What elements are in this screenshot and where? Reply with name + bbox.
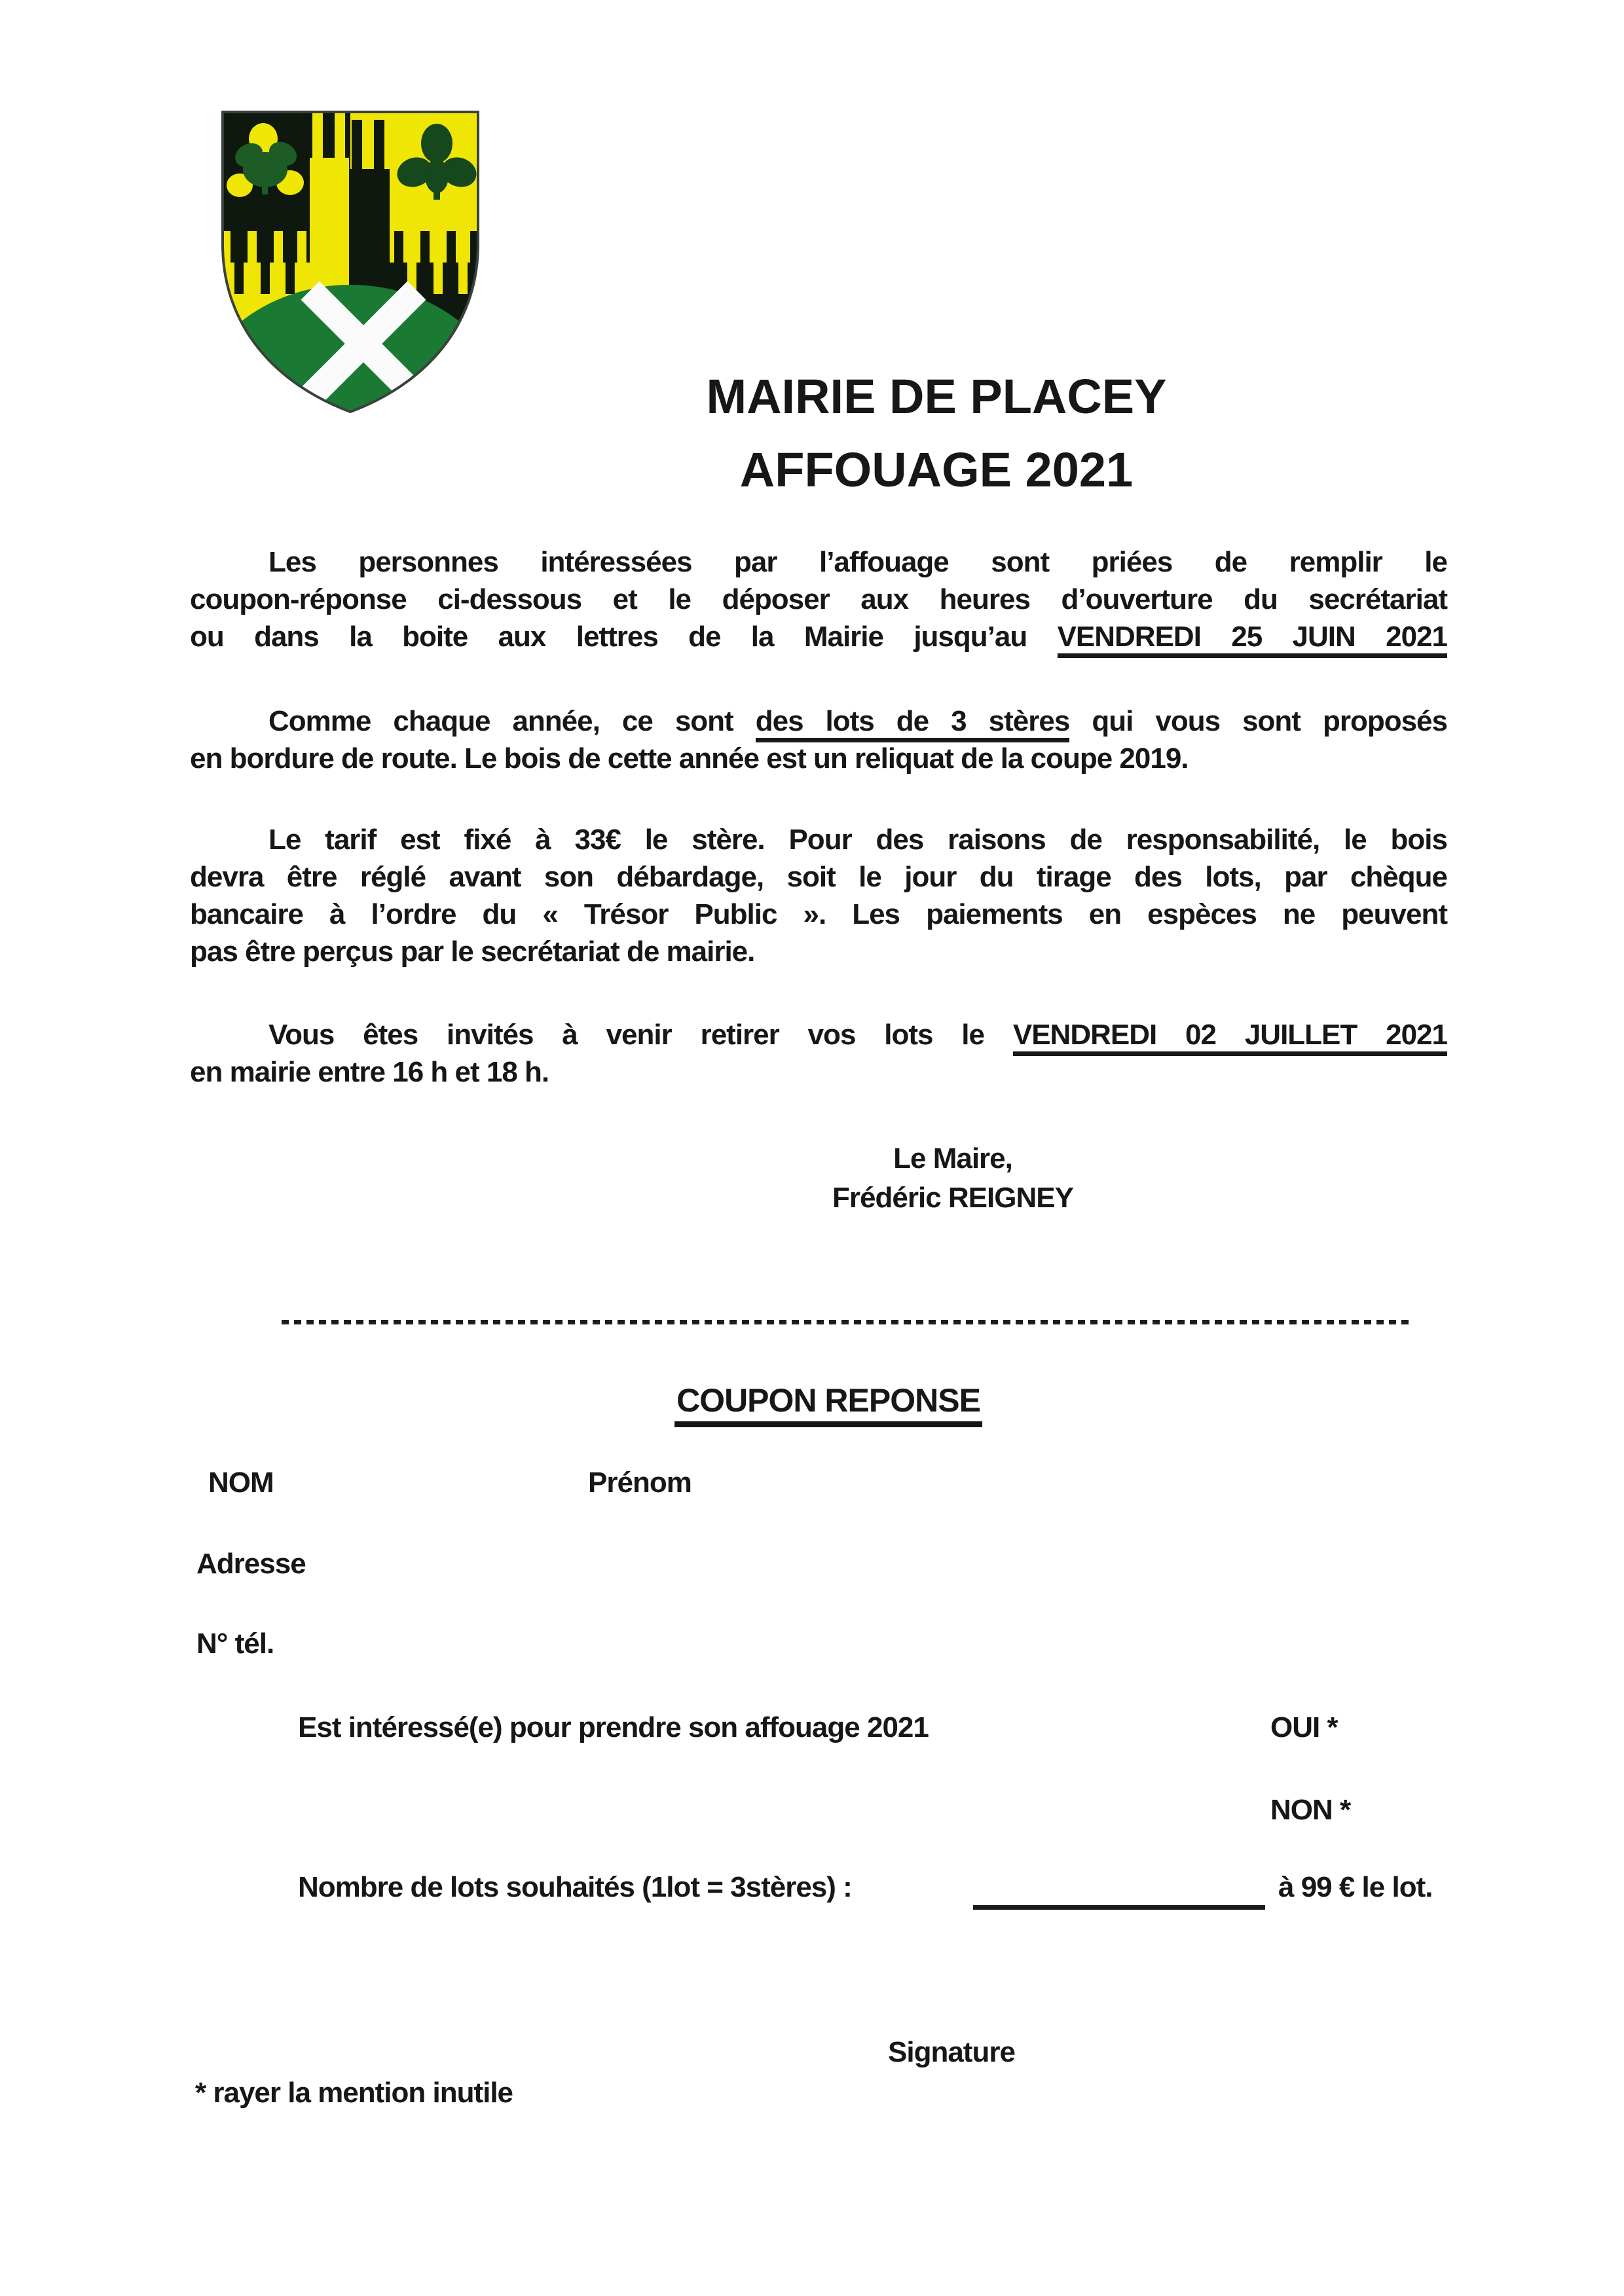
underlined-emphasis: des lots de 3 stères xyxy=(756,705,1070,742)
text-segment: qui vous sont proposés xyxy=(1069,705,1447,737)
closing-role: Le Maire, xyxy=(893,1142,1012,1175)
paragraph-line xyxy=(190,581,1447,618)
text-segment: bancaire à l’ordre du « Trésor Public ». Les paiements en espèces ne peuvent xyxy=(190,898,1447,930)
telephone-label: N° tél. xyxy=(196,1628,274,1660)
paragraph-line xyxy=(190,1016,1447,1053)
paragraph-deadline xyxy=(190,543,1447,655)
paragraph-line xyxy=(190,702,1447,740)
paragraph-line xyxy=(190,858,1447,896)
text-segment: pas être perçus par le secrétariat de mairie. xyxy=(190,936,755,968)
nom-label: NOM xyxy=(208,1467,274,1499)
text-segment: ou dans la boite aux lettres de la Mairie jusqu’au xyxy=(190,621,1058,653)
paragraph-line xyxy=(190,933,1447,970)
paragraph-tarif xyxy=(190,821,1447,970)
paragraph-line xyxy=(190,821,1447,858)
paragraph-lots xyxy=(190,702,1447,777)
text-segment: devra être réglé avant son débardage, soit le jour du tirage des lots, par chèque xyxy=(190,861,1447,893)
coupon-heading-text: COUPON REPONSE xyxy=(674,1382,982,1427)
prenom-label: Prénom xyxy=(588,1467,692,1499)
letter-title-line1: MAIRIE DE PLACEY xyxy=(706,369,1167,424)
paragraph-retrait xyxy=(190,1016,1447,1091)
letter-title xyxy=(249,360,1624,507)
paragraph-line xyxy=(190,543,1447,581)
lots-price-label: à 99 € le lot. xyxy=(1278,1871,1433,1903)
lots-count-blank-line xyxy=(973,1867,1265,1910)
option-non: NON * xyxy=(1270,1794,1351,1826)
interest-question: Est intéressé(e) pour prendre son affouage 2021 xyxy=(298,1711,929,1743)
underlined-emphasis: VENDREDI 25 JUIN 2021 xyxy=(1058,621,1447,658)
text-segment: en mairie entre 16 h et 18 h. xyxy=(190,1056,549,1088)
lots-count-label: Nombre de lots souhaités (1lot = 3stères) : xyxy=(298,1871,852,1903)
paragraph-line xyxy=(190,1053,1447,1091)
paragraph-line xyxy=(190,896,1447,933)
paragraph-line xyxy=(190,618,1447,655)
paragraph-line xyxy=(190,740,1447,777)
closing-block xyxy=(298,1139,1608,1218)
dashed-cut-line xyxy=(282,1320,1411,1324)
text-segment: Vous êtes invités à venir retirer vos lots le xyxy=(268,1019,1013,1051)
text-segment: en bordure de route. Le bois de cette année est un reliquat de la coupe 2019. xyxy=(190,742,1189,774)
footnote-asterisk: * rayer la mention inutile xyxy=(195,2077,513,2109)
text-segment: Les personnes intéressées par l’affouage sont priées de remplir le xyxy=(268,546,1447,578)
adresse-label: Adresse xyxy=(196,1548,306,1580)
text-segment: Comme chaque année, ce sont xyxy=(268,705,756,737)
underlined-emphasis: VENDREDI 02 JUILLET 2021 xyxy=(1013,1019,1447,1056)
text-segment: Le tarif est fixé à 33€ le stère. Pour des raisons de responsabilité, le bois xyxy=(268,824,1447,856)
coupon-heading xyxy=(190,1381,1467,1419)
option-oui: OUI * xyxy=(1270,1711,1338,1743)
letter-title-line2: AFFOUAGE 2021 xyxy=(739,443,1134,497)
text-segment: coupon-réponse ci-dessous et le déposer aux heures d’ouverture du secrétariat xyxy=(190,583,1447,615)
signature-label: Signature xyxy=(888,2036,1015,2068)
closing-mayor-name: Frédéric REIGNEY xyxy=(832,1182,1073,1214)
